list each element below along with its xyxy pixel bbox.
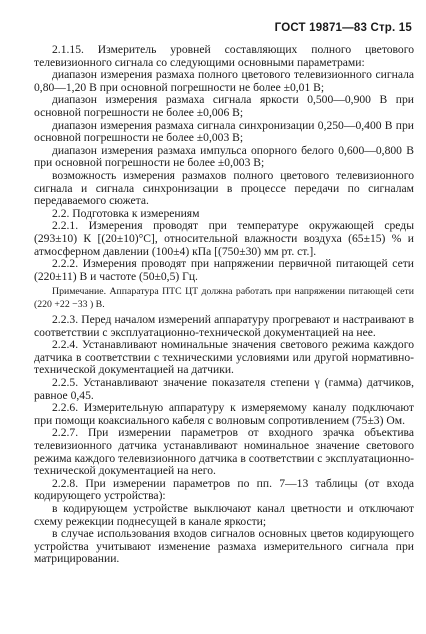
paragraph-2-2-3: 2.2.3. Перед началом измерений аппаратуру прогревают и настраивают в соответствии с эксплуатационно-технической документацией на нее. [34,313,414,339]
paragraph-2-2-5: 2.2.5. Устанавливают значение показателя степени γ (гамма) датчиков, равное 0,45. [34,376,414,402]
paragraph-coder-switch-off: в кодирующем устройстве выключают канал цветности и отключают схему режекции поднесущей в канале яркости; [34,502,414,528]
paragraph-measurement-capability: возможность измерения размахов полного цветового телевизионного сигнала и сигнала синхронизации в процессе передачи по сигналам передаваемого сюжета. [34,168,414,208]
paragraph-range-sync: диапазон измерения размаха сигнала синхронизации 0,250—0,400 В при основной погрешности не более ±0,003 В; [34,118,414,145]
note-paragraph: Примечание. Аппаратура ПТС ЦТ должна работать при напряжении питающей сети (220 +22 −33 ) В. [34,286,414,310]
paragraph-primary-inputs: в случае использования входов сигналов основных цветов кодирующего устройства учитывают изменение размаха измерительного сигнала при матрицировании. [34,527,414,566]
paragraph-2-1-15: 2.1.15. Измеритель уровней составляющих полного цветового телевизионного сигнала со следующими основными параметрами: [34,43,414,69]
paragraph-range-full-signal: диапазон измерения размаха полного цветового телевизионного сигнала 0,80—1,20 В при основной погрешности не более ±0,01 В; [34,68,414,94]
paragraph-range-reference-white: диапазон измерения размаха импульса опорного белого 0,600—0,800 В при основной погрешности не более ±0,003 В; [34,143,414,170]
paragraph-2-2-4: 2.2.4. Устанавливают номинальные значения светового режима каждого датчика в соответствии с техническими условиями или другой нормативно-технической документацией на датчики. [34,338,414,377]
section-heading-2-2: 2.2. Подготовка к измерениям [52,206,200,220]
paragraph-2-2-7: 2.2.7. При измерении параметров от входного зрачка объектива телевизионного датчика устанавливают номинальное значение светового режима каждого телевизионного датчика в соответствии с эксплуатационно-технической документацией на него. [34,426,414,478]
paragraph-2-2-1: 2.2.1. Измерения проводят при температуре окружающей среды (293±10) К [(20±10)°С], относительной влажности воздуха (65±15) % и атмосферном давлении (100±4) кПа [(750±30) мм рт. ст.]. [34,219,414,258]
paragraph-2-2-8: 2.2.8. При измерении параметров по пп. 7—13 таблицы (от входа кодирующего устройства): [34,476,414,503]
paragraph-2-2-2: 2.2.2. Измерения проводят при напряжении первичной питающей сети (220±11) В и частоте (50±0,5) Гц. [34,257,414,283]
page-header: ГОСТ 19871—83 Стр. 15 [274,22,412,34]
paragraph-2-2-6: 2.2.6. Измерительную аппаратуру к измеряемому каналу подключают при помощи коаксиального кабеля с волновым сопротивлением (75±3) Ом. [34,401,414,427]
paragraph-range-luminance: диапазон измерения размаха сигнала яркости 0,500—0,900 В при основной погрешности не более ±0,006 В; [34,93,414,119]
document-body [34,44,414,566]
